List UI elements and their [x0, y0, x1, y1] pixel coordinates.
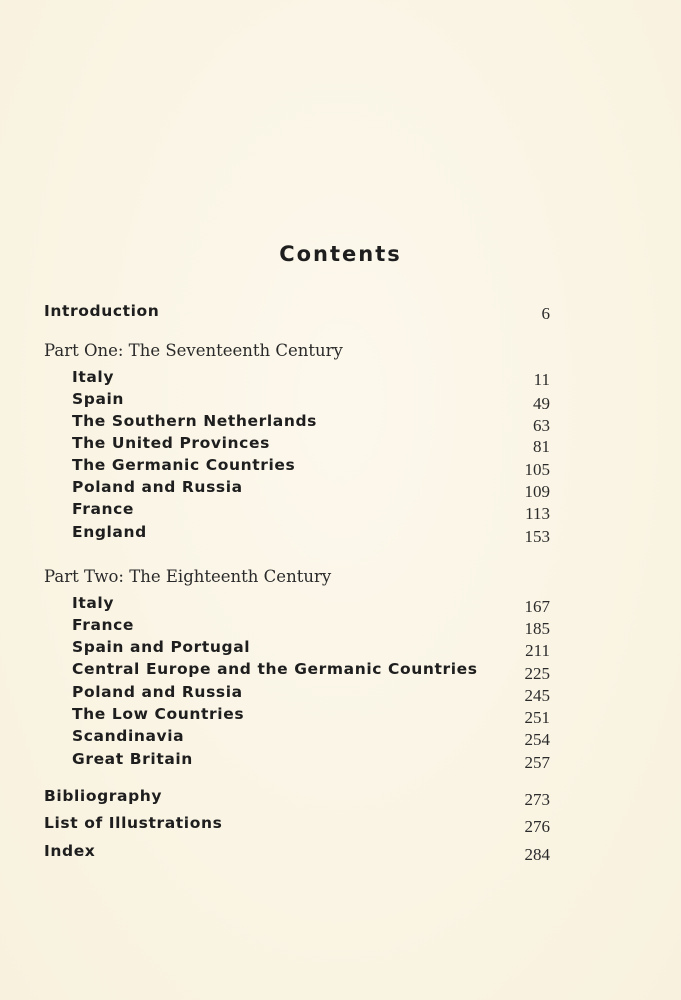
toc-entry-central-europe[interactable]	[0, 660, 681, 684]
toc-entry-label: France	[72, 616, 135, 634]
toc-entry-label: The Germanic Countries	[72, 456, 296, 474]
toc-entry-scandinavia[interactable]	[0, 727, 681, 751]
toc-entry-label: Scandinavia	[72, 727, 185, 745]
toc-entry-label: The Southern Netherlands	[72, 412, 318, 430]
toc-entry-label: Great Britain	[72, 750, 193, 768]
toc-entry-page: 63	[533, 416, 550, 435]
toc-entry-germanic-countries[interactable]	[0, 456, 681, 480]
toc-entry-page: 109	[524, 482, 550, 501]
toc-entry-page: 49	[533, 394, 550, 413]
toc-entry-page: 211	[525, 641, 550, 660]
toc-entry-great-britain[interactable]	[0, 750, 681, 774]
toc-entry-page: 257	[524, 753, 550, 772]
toc-entry-label: Central Europe and the Germanic Countries	[72, 660, 478, 678]
toc-entry-bibliography[interactable]	[0, 787, 681, 811]
part-heading-one	[0, 341, 681, 365]
toc-entry-low-countries[interactable]	[0, 705, 681, 729]
toc-entry-label: Italy	[72, 368, 115, 386]
page-title: Contents	[279, 242, 402, 266]
toc-entry-poland-russia-18th[interactable]	[0, 683, 681, 707]
toc-entry-page: 225	[524, 664, 550, 683]
toc-entry-page: 167	[524, 597, 550, 616]
toc-entry-southern-netherlands[interactable]	[0, 412, 681, 436]
toc-entry-introduction[interactable]	[0, 302, 681, 326]
toc-entry-index[interactable]	[0, 842, 681, 866]
toc-entry-label: Index	[44, 842, 96, 860]
toc-entry-france-18th[interactable]	[0, 616, 681, 640]
toc-entry-label: List of Illustrations	[44, 814, 223, 832]
toc-entry-label: Spain and Portugal	[72, 638, 251, 656]
toc-entry-label: Spain	[72, 390, 125, 408]
toc-entry-united-provinces[interactable]	[0, 434, 681, 458]
toc-entry-page: 6	[541, 304, 550, 323]
toc-entry-page: 284	[524, 845, 550, 864]
toc-entry-spain-portugal[interactable]	[0, 638, 681, 662]
toc-entry-label: Poland and Russia	[72, 478, 243, 496]
toc-entry-page: 105	[524, 460, 550, 479]
toc-entry-page: 254	[524, 730, 550, 749]
toc-entry-italy[interactable]	[0, 368, 681, 392]
toc-entry-label: Introduction	[44, 302, 160, 320]
toc-entry-label: England	[72, 523, 147, 541]
toc-entry-poland-russia[interactable]	[0, 478, 681, 502]
toc-entry-spain[interactable]	[0, 390, 681, 414]
toc-entry-page: 11	[533, 370, 550, 389]
part-heading-label: Part Two: The Eighteenth Century	[44, 567, 332, 586]
toc-entry-label: Italy	[72, 594, 115, 612]
toc-entry-label: Bibliography	[44, 787, 163, 805]
toc-entry-page: 245	[524, 686, 550, 705]
toc-entry-france[interactable]	[0, 500, 681, 524]
toc-entry-list-of-illustrations[interactable]	[0, 814, 681, 838]
toc-entry-page: 81	[533, 437, 550, 456]
toc-entry-label: France	[72, 500, 135, 518]
part-heading-two	[0, 567, 681, 591]
toc-entry-england[interactable]	[0, 523, 681, 547]
toc-entry-label: The United Provinces	[72, 434, 270, 452]
toc-entry-label: The Low Countries	[72, 705, 245, 723]
toc-entry-page: 185	[524, 619, 550, 638]
toc-entry-page: 153	[524, 527, 550, 546]
toc-entry-page: 276	[524, 817, 550, 836]
toc-entry-label: Poland and Russia	[72, 683, 243, 701]
toc-entry-italy-18th[interactable]	[0, 594, 681, 618]
toc-entry-page: 251	[524, 708, 550, 727]
toc-entry-page: 273	[524, 790, 550, 809]
part-heading-label: Part One: The Seventeenth Century	[44, 341, 343, 360]
toc-entry-page: 113	[525, 504, 550, 523]
